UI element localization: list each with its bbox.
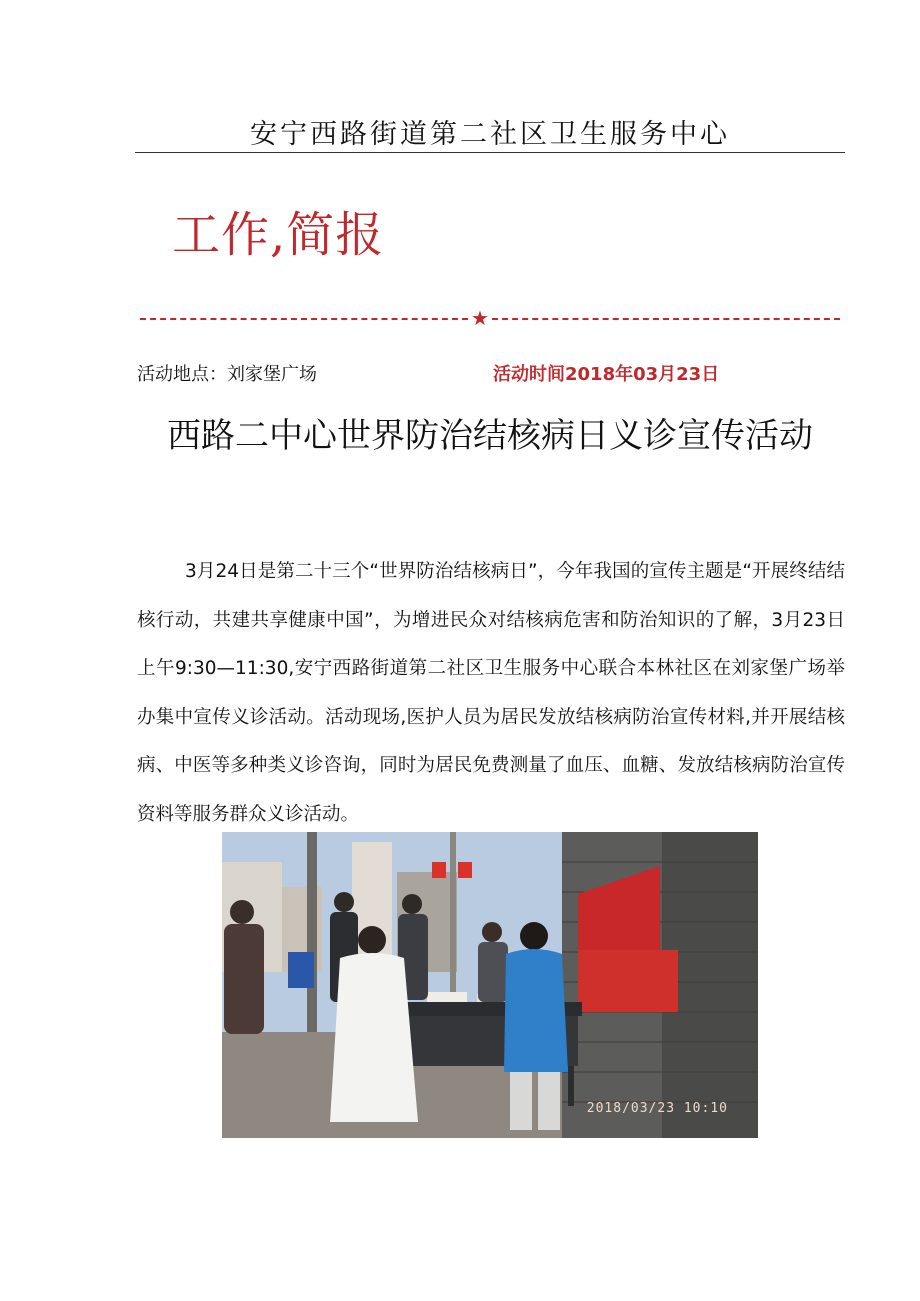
photo-timestamp: 2018/03/23 10:10 — [586, 1101, 728, 1116]
divider-dash-right — [492, 318, 840, 320]
article-title: 西路二中心世界防治结核病日义诊宣传活动 — [167, 416, 813, 456]
article-body: 3月24日是第二十三个“世界防治结核病日”，今年我国的宣传主题是“开展终结结核行动，共建共享健康中国”，为增进民众对结核病危害和防治知识的了解，3月23日上午9:30—11:30,安宁西路街道第二社区卫生服务中心联合本林社区在刘家堡广场举办集中宣传义诊活动。活动现场,医护人员为居民发放结核病防治宣传材料,并开展结核病、中医等多种类义诊咨询，同时为居民免费测量了血压、血糖、发放结核病防治宣传资料等服务群众义诊活动。 — [137, 561, 845, 825]
bulletin-title: 工作,简报 — [172, 207, 385, 263]
activity-time: 活动时间2018年03月23日 — [493, 364, 720, 385]
org-header: 安宁西路街道第二社区卫生服务中心 — [135, 112, 845, 153]
activity-location: 活动地点：刘家堡广场 — [137, 364, 317, 385]
event-photo-illustration — [222, 832, 758, 1138]
star-icon: ★ — [471, 306, 489, 330]
divider-dash-left — [140, 318, 468, 320]
event-photo — [222, 832, 758, 1138]
divider — [140, 306, 840, 332]
